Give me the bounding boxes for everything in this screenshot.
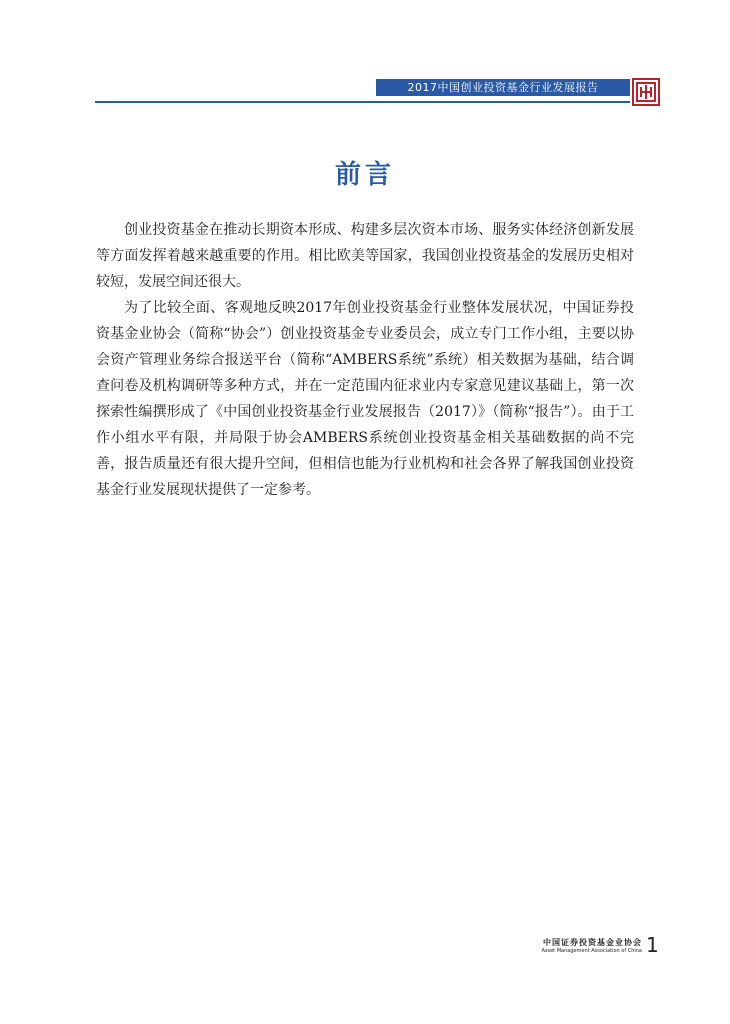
page-title: 前言 xyxy=(334,160,395,190)
footer-organization xyxy=(538,938,642,955)
footer-org-name-en: Asset Management Association of China xyxy=(541,948,642,954)
preface-body xyxy=(96,217,634,503)
running-header-title: 2017中国创业投资基金行业发展报告 xyxy=(376,79,630,96)
paragraph: 创业投资基金在推动长期资本形成、构建多层次资本市场、服务实体经济创新发展等方面发挥着越来越重要的作用。相比欧美等国家，我国创业投资基金的发展历史相对较短，发展空间还很大。 xyxy=(96,222,634,290)
footer-org-name-cn: 中国证券投资基金业协会 xyxy=(543,938,642,947)
page-number: 1 xyxy=(646,933,659,957)
header-rule xyxy=(95,101,630,103)
paragraph: 为了比较全面、客观地反映2017年创业投资基金行业整体发展状况，中国证券投资基金业协会（简称“协会”）创业投资基金专业委员会，成立专门工作小组，主要以协会资产管理业务综合报送平台（简称“AMBERS系统”系统）相关数据为基础，结合调查问卷及机构调研等多种方式，并在一定范围内征求业内专家意见建议基础上，第一次探索性编撰形成了《中国创业投资基金行业发展报告（2017）》（简称“报告”）。由于工作小组水平有限，并局限于协会AMBERS系统创业投资基金相关基础数据的尚不完善，报告质量还有很大提升空间，但相信也能为行业机构和社会各界了解我国创业投资基金行业发展现状提供了一定参考。 xyxy=(96,300,634,498)
amac-seal-icon xyxy=(632,78,660,106)
